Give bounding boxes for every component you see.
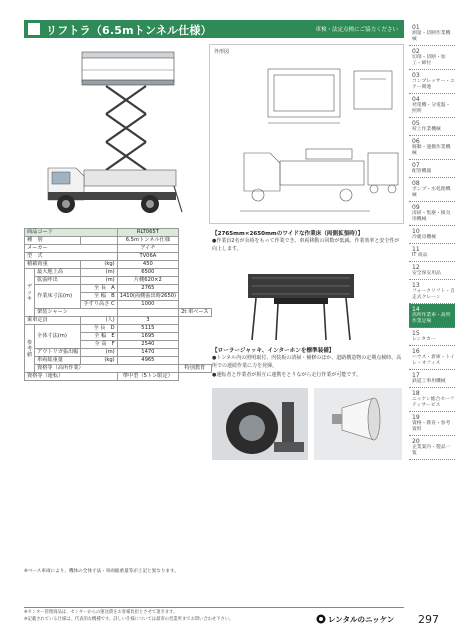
spec-row [25,245,212,253]
side-index-number: 05 [412,120,420,127]
spec-cell: 1470 [117,349,178,357]
spec-row [25,325,212,333]
side-index-label: フォークリフト・自走式クレーン [412,289,455,300]
side-index-item-05[interactable] [409,118,455,136]
spec-cell: (kg) [81,357,117,365]
footer-notes [24,610,324,623]
spec-cell: 1410(両側張出時2650) [117,293,178,301]
inspection-notice: 車検・法定点検にご協力ください [315,27,398,33]
spec-cell: 450 [117,261,178,269]
spec-cell: 乗車定員 [25,317,81,325]
spec-row [25,277,212,285]
side-index-label: 発電機・分電盤・照明 [412,103,451,114]
spec-cell: 全 高 F [81,341,117,349]
side-index-number: 10 [412,228,420,235]
header-bar [24,20,404,38]
jack-and-intercom-photos [212,388,402,460]
side-index-label: 企業案内・製品一覧 [412,445,451,456]
spec-cell [81,237,117,245]
side-index-label: コンプレッサー・エアー関連 [412,79,455,90]
side-index-number: 03 [412,72,420,79]
side-index-number: 02 [412,48,420,55]
feature-1-text: ●作業員2名が余裕をもって作業でき、車両移動の回数が低減。作業効率と安全性が向上します。 [212,238,400,252]
page-title: リフトラ（6.5mトンネル仕様） [46,24,212,37]
spec-cell: 車両総重量 [35,357,81,365]
side-index-item-18[interactable] [409,388,455,412]
spec-cell: 全 長 A [81,285,117,293]
spec-cell: 参考値 [25,325,35,373]
spec-cell: RLT065T [117,229,178,237]
side-index-number: 18 [412,390,420,397]
spec-cell: 2540 [117,341,178,349]
side-index-item-04[interactable] [409,94,455,118]
side-index-item-01[interactable] [409,22,455,46]
spec-cell: 全 幅 B [81,293,117,301]
spec-cell: 種 別 [25,237,81,245]
side-index-item-03[interactable] [409,70,455,94]
side-index-number: 04 [412,96,420,103]
spec-cell: 1695 [117,333,178,341]
side-index-label: ハウス・倉庫・トイレ・オフィス [412,355,455,366]
spec-cell: (kg) [81,261,117,269]
side-index-item-06[interactable] [409,136,455,160]
side-index-number: 06 [412,138,420,145]
company-logo [316,612,412,626]
spec-cell: 最大地上高 [35,269,81,277]
side-index-label: 切削・切断・加工・締付 [412,55,446,66]
side-index-number: 16 [412,348,420,355]
spec-cell: 手すり高さ C [81,301,117,309]
spec-cell: 資格等（運転） [25,373,118,381]
side-index-label: ポンプ・水処理機械 [412,187,451,198]
spec-row [25,261,212,269]
side-index-number: 20 [412,438,420,445]
spec-cell: 特別教育 [179,365,211,373]
side-index-label: 荷上作業機械 [412,127,441,132]
spec-row [25,285,212,293]
spec-table [24,228,212,381]
spec-cell: 片側620×2 [117,277,178,285]
side-index-label: 清掃・集塵・換気用機械 [412,211,451,222]
side-index-item-13[interactable] [409,280,455,304]
feature-2-text-1: ●トンネル内の照明取付、内装板の清掃・補修のほか、道路構造物の定期点検時、高所での連続作業に力を発揮。 [212,355,402,369]
side-index-number: 19 [412,414,420,421]
spec-cell: (m) [81,349,117,357]
spec-cell: 1000 [117,301,178,309]
side-index-item-20[interactable] [409,436,455,460]
side-index-label: 資格・教育・参考資料 [412,421,451,432]
side-index-item-07[interactable] [409,160,455,178]
spec-row [25,357,212,365]
logo-mark-icon [316,614,326,624]
spec-cell: 全体寸法(m) [35,325,81,349]
feature-2-text-2: ●運転者と作業者が相互に連携をとりながら走行作業が可能です。 [212,372,361,378]
spec-cell [117,309,178,317]
spec-cell: (人) [81,317,117,325]
spec-cell: 積載荷重 [25,261,81,269]
footer-note-1: ※センター管理商品は、センターからの運送費をお客様負担とさせて頂きます。 [24,610,178,615]
feature-1-title: 【2765mm×2650mmのワイドな作業床（両側拡張時）】 [212,231,364,237]
side-index-label: レンタカー [412,337,436,342]
spec-cell: 6500 [117,269,178,277]
spec-row [25,309,212,317]
spec-cell: 架装シャーシ [35,309,118,317]
spec-cell: アイチ [117,245,178,253]
outline-drawing [209,44,404,224]
footer-rule [24,607,404,608]
spec-cell: デッキ [25,269,35,317]
side-index-item-15[interactable] [409,328,455,346]
header-square-mark [28,23,40,35]
spec-cell: (m) [81,277,117,285]
footer-note-2: ※記載されている仕様は、代表的な機種です。詳しい仕様については最寄の営業所までお問い合わせ下さい。 [24,616,234,622]
spec-cell: 型 式 [25,253,118,261]
side-index-item-12[interactable] [409,262,455,280]
spec-row [25,349,212,357]
side-index-item-02[interactable] [409,46,455,70]
category-index [409,22,455,460]
spec-row [25,269,212,277]
side-index-label: ニッケン総合セーフティサービス [412,397,455,408]
product-photo [24,44,204,224]
side-index-label: 高所作業車・高所作業足場 [412,313,451,324]
spec-cell: 作業床寸法(m) [35,285,81,309]
side-index-label: 冷暖房機械 [412,235,436,240]
spec-cell: (m) [81,269,117,277]
page-number: 297 [418,613,439,626]
side-index-item-17[interactable] [409,370,455,388]
side-index-item-10[interactable] [409,226,455,244]
feature-2-title: 【ローラージャッキ、インターホンを標準装備】 [212,348,335,354]
spec-cell: アウトリガ張出幅 [35,349,81,357]
spec-cell: 5115 [117,325,178,333]
side-index-label: 測量・切断作業機械 [412,31,451,42]
side-index-item-11[interactable] [409,244,455,262]
spec-cell: 6.5mトンネル仕様 [117,237,178,245]
side-index-number: 09 [412,204,420,211]
side-index-number: 14 [412,306,420,313]
spec-cell: 拡張呼出 [35,277,81,285]
side-index-item-14[interactable] [409,304,455,328]
spec-cell: 準中型（5トン限定） [117,373,178,381]
spec-row [25,253,212,261]
side-index-number: 17 [412,372,420,379]
side-index-item-19[interactable] [409,412,455,436]
side-index-item-16[interactable] [409,346,455,370]
spec-row [25,317,212,325]
spec-cell: 商品コード [25,229,118,237]
platform-underside-photo [212,266,390,342]
spec-cell: 4965 [117,357,178,365]
side-index-number: 11 [412,246,420,253]
side-index-label: 配管機器 [412,169,432,174]
spec-row [25,237,212,245]
spec-cell: メーカー [25,245,118,253]
spec-cell: 全 長 D [81,325,117,333]
side-index-number: 01 [412,24,420,31]
spec-row [25,229,212,237]
side-index-item-08[interactable] [409,178,455,202]
spec-cell: 資格等（高所作業） [35,365,179,373]
side-index-label: 鉄道工事用機械 [412,379,446,384]
spec-note: ※ベース車両により、機体の全体寸法・車両総重量等が上記と異なります。 [24,569,179,574]
side-index-number: 07 [412,162,420,169]
side-index-number: 08 [412,180,420,187]
side-index-number: 15 [412,330,420,337]
spec-cell: 全 幅 E [81,333,117,341]
spec-cell: 2765 [117,285,178,293]
spec-row [25,365,212,373]
side-index-label: 移動・運搬作業機械 [412,145,451,156]
drawing-caption: 外形図 [214,49,230,55]
spec-cell: 2t 車ベース [179,309,211,317]
side-index-label: 安全保安用品 [412,271,441,276]
side-index-label: IT 商品 [412,253,428,258]
side-index-number: 12 [412,264,420,271]
logo-text: レンタルのニッケン [328,615,395,624]
spec-row [25,373,212,381]
side-index-item-09[interactable] [409,202,455,226]
spec-cell: 3 [117,317,178,325]
spec-cell: TV06A [117,253,178,261]
side-index-number: 13 [412,282,420,289]
